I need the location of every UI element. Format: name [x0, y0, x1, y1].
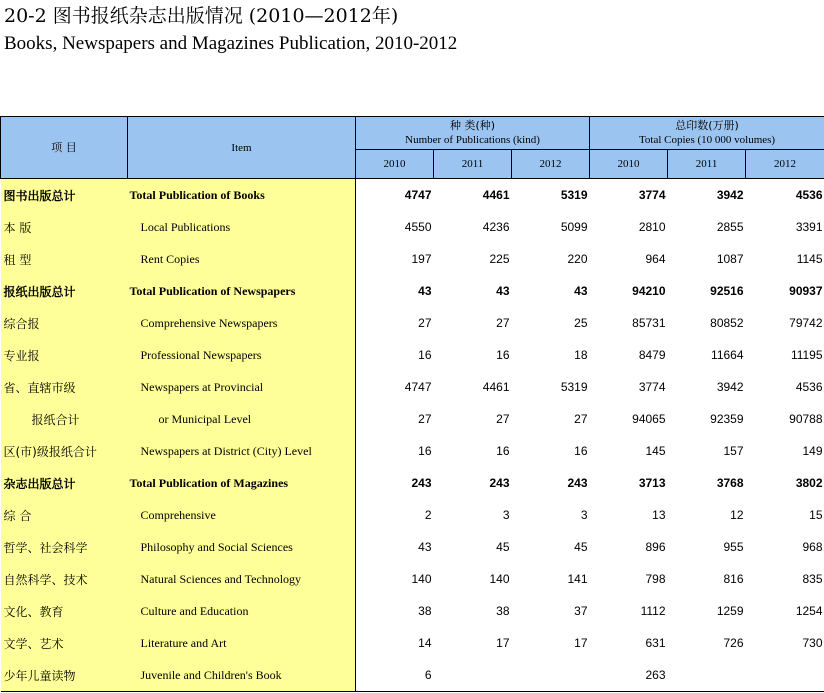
- row-label-en: Total Publication of Magazines: [128, 467, 356, 499]
- header-group-publications-cn: 种 类(种): [449, 119, 496, 132]
- value-cell: 197: [411, 252, 432, 266]
- value-cell: 4550: [404, 220, 432, 234]
- header-group-publications-en: Number of Publications (kind): [405, 134, 540, 146]
- value-cell: 16: [418, 348, 432, 362]
- row-label-cn: 综 合: [1, 499, 128, 531]
- row-label-cn: 专业报: [1, 339, 128, 371]
- publication-table: [0, 116, 824, 692]
- row-label-cn: 文化、教育: [1, 595, 128, 627]
- table-row: [1, 563, 824, 595]
- table-row: [1, 531, 824, 563]
- value-cell: 3774: [638, 188, 666, 202]
- value-cell: 225: [489, 252, 510, 266]
- value-cell: 27: [418, 412, 432, 426]
- value-cell: 726: [723, 636, 744, 650]
- value-cell: 17: [574, 636, 588, 650]
- row-label-en: Natural Sciences and Technology: [128, 563, 356, 595]
- table-header: [1, 117, 824, 179]
- row-label-en: Comprehensive Newspapers: [128, 307, 356, 339]
- value-cell: 220: [567, 252, 588, 266]
- value-cell: 4236: [482, 220, 510, 234]
- table-row: [1, 659, 824, 692]
- row-label-cn: 租 型: [1, 243, 128, 275]
- value-cell: 4747: [404, 380, 432, 394]
- value-cell: 964: [645, 252, 666, 266]
- value-cell: 4536: [795, 380, 823, 394]
- value-cell: 149: [802, 444, 823, 458]
- value-cell: 94210: [632, 284, 666, 298]
- row-label-en: Local Publications: [128, 211, 356, 243]
- header-year: 2012: [512, 150, 590, 179]
- value-cell: 94065: [632, 412, 666, 426]
- header-group-copies-cn: 总印数(万册): [675, 119, 739, 132]
- value-cell: 38: [496, 604, 510, 618]
- row-label-en: Juvenile and Children's Book: [128, 659, 356, 692]
- row-label-en: Professional Newspapers: [128, 339, 356, 371]
- value-cell: 896: [645, 540, 666, 554]
- row-label-en: Rent Copies: [128, 243, 356, 275]
- value-cell: 1087: [716, 252, 744, 266]
- value-cell: 43: [418, 540, 432, 554]
- row-label-en: Total Publication of Newspapers: [128, 275, 356, 307]
- table-row: [1, 595, 824, 627]
- value-cell: 955: [723, 540, 744, 554]
- table-row: [1, 499, 824, 531]
- value-cell: 43: [418, 284, 432, 298]
- value-cell: 3802: [795, 476, 823, 490]
- value-cell: 17: [496, 636, 510, 650]
- value-cell: 3: [580, 508, 588, 522]
- value-cell: 2855: [716, 220, 744, 234]
- row-label-en: Literature and Art: [128, 627, 356, 659]
- value-cell: 1254: [795, 604, 823, 618]
- value-cell: 6: [356, 659, 434, 692]
- value-cell: 43: [574, 284, 588, 298]
- table-row: [1, 211, 824, 243]
- header-item-en: Item: [128, 117, 356, 179]
- value-cell: 92359: [710, 412, 744, 426]
- value-cell: 1259: [716, 604, 744, 618]
- value-cell: 90788: [789, 412, 823, 426]
- value-cell: 11664: [711, 348, 744, 362]
- value-cell: [512, 659, 590, 692]
- page-title-chinese: 20-2 图书报纸杂志出版情况 (2010—2012年): [4, 5, 399, 27]
- value-cell: 243: [411, 476, 432, 490]
- value-cell: 2: [424, 508, 432, 522]
- value-cell: 141: [567, 572, 588, 586]
- value-cell: 13: [652, 508, 666, 522]
- row-label-en: Culture and Education: [128, 595, 356, 627]
- value-cell: 140: [411, 572, 432, 586]
- value-cell: 38: [418, 604, 432, 618]
- value-cell: 798: [645, 572, 666, 586]
- value-cell: 3: [502, 508, 510, 522]
- value-cell: 37: [574, 604, 588, 618]
- value-cell: 3391: [795, 220, 823, 234]
- value-cell: 5319: [560, 188, 588, 202]
- row-label-en: Comprehensive: [128, 499, 356, 531]
- value-cell: 27: [574, 412, 588, 426]
- table-row: [1, 243, 824, 275]
- header-group-copies-en: Total Copies (10 000 volumes): [638, 134, 776, 146]
- value-cell: 5319: [560, 380, 588, 394]
- value-cell: 157: [723, 444, 744, 458]
- value-cell: 45: [574, 540, 588, 554]
- value-cell: 90937: [789, 284, 823, 298]
- row-label-cn: 本 版: [1, 211, 128, 243]
- row-label-cn: 报纸出版总计: [1, 275, 128, 307]
- value-cell: 835: [802, 572, 823, 586]
- header-group-publications: [356, 117, 590, 150]
- row-label-en: or Municipal Level: [128, 403, 356, 435]
- value-cell: 25: [574, 316, 588, 330]
- value-cell: 27: [496, 412, 510, 426]
- value-cell: 243: [567, 476, 588, 490]
- table-row: [1, 435, 824, 467]
- value-cell: 79742: [789, 316, 823, 330]
- value-cell: 43: [496, 284, 510, 298]
- value-cell: 816: [723, 572, 744, 586]
- value-cell: 80852: [710, 316, 744, 330]
- value-cell: 968: [802, 540, 823, 554]
- value-cell: 730: [802, 636, 823, 650]
- row-label-cn: 报纸合计: [1, 403, 128, 435]
- row-label-cn: 图书出版总计: [1, 179, 128, 212]
- value-cell: 140: [489, 572, 510, 586]
- table-row: [1, 627, 824, 659]
- value-cell: 4747: [404, 188, 432, 202]
- value-cell: 14: [418, 636, 432, 650]
- row-label-cn: 少年儿童读物: [1, 659, 128, 692]
- value-cell: 145: [645, 444, 666, 458]
- value-cell: 3942: [716, 188, 744, 202]
- value-cell: [434, 659, 512, 692]
- header-year: 2011: [434, 150, 512, 179]
- value-cell: 631: [645, 636, 666, 650]
- table-row: [1, 179, 824, 212]
- table-row: [1, 307, 824, 339]
- table-row: [1, 339, 824, 371]
- value-cell: 11195: [790, 348, 823, 362]
- header-year: 2010: [356, 150, 434, 179]
- value-cell: [746, 659, 824, 692]
- row-label-en: Philosophy and Social Sciences: [128, 531, 356, 563]
- value-cell: 2810: [638, 220, 666, 234]
- value-cell: 4461: [482, 380, 510, 394]
- value-cell: 1145: [796, 252, 823, 266]
- row-label-en: Newspapers at Provincial: [128, 371, 356, 403]
- value-cell: 92516: [710, 284, 744, 298]
- value-cell: 4536: [795, 188, 823, 202]
- table-row: [1, 403, 824, 435]
- value-cell: 3942: [716, 380, 744, 394]
- header-year: 2011: [668, 150, 746, 179]
- row-label-cn: 省、直辖市级: [1, 371, 128, 403]
- table-row: [1, 371, 824, 403]
- value-cell: 8479: [638, 348, 666, 362]
- table-body: [1, 179, 824, 692]
- value-cell: 4461: [482, 188, 510, 202]
- value-cell: 243: [489, 476, 510, 490]
- row-label-cn: 文学、艺术: [1, 627, 128, 659]
- page-title-english: Books, Newspapers and Magazines Publication, 2010-2012: [4, 33, 458, 54]
- value-cell: 16: [418, 444, 432, 458]
- value-cell: 15: [809, 508, 823, 522]
- value-cell: 3774: [638, 380, 666, 394]
- value-cell: 16: [574, 444, 588, 458]
- value-cell: 18: [574, 348, 588, 362]
- row-label-cn: 区(市)级报纸合计: [1, 435, 128, 467]
- header-year: 2012: [746, 150, 824, 179]
- row-label-cn: 自然科学、技术: [1, 563, 128, 595]
- value-cell: 85731: [632, 316, 666, 330]
- value-cell: 3713: [638, 476, 666, 490]
- table-row: [1, 275, 824, 307]
- row-label-cn: 综合报: [1, 307, 128, 339]
- value-cell: [668, 659, 746, 692]
- value-cell: 1112: [640, 604, 666, 618]
- value-cell: 12: [730, 508, 744, 522]
- row-label-cn: 哲学、社会科学: [1, 531, 128, 563]
- value-cell: 27: [418, 316, 432, 330]
- header-item-cn: 项 目: [1, 117, 128, 179]
- row-label-en: Total Publication of Books: [128, 179, 356, 212]
- row-label-en: Newspapers at District (City) Level: [128, 435, 356, 467]
- header-year: 2010: [590, 150, 668, 179]
- value-cell: 263: [590, 659, 668, 692]
- value-cell: 16: [496, 444, 510, 458]
- value-cell: 5099: [560, 220, 588, 234]
- value-cell: 16: [496, 348, 510, 362]
- value-cell: 45: [496, 540, 510, 554]
- table-row: [1, 467, 824, 499]
- value-cell: 3768: [716, 476, 744, 490]
- header-group-copies: [590, 117, 824, 150]
- value-cell: 27: [496, 316, 510, 330]
- row-label-cn: 杂志出版总计: [1, 467, 128, 499]
